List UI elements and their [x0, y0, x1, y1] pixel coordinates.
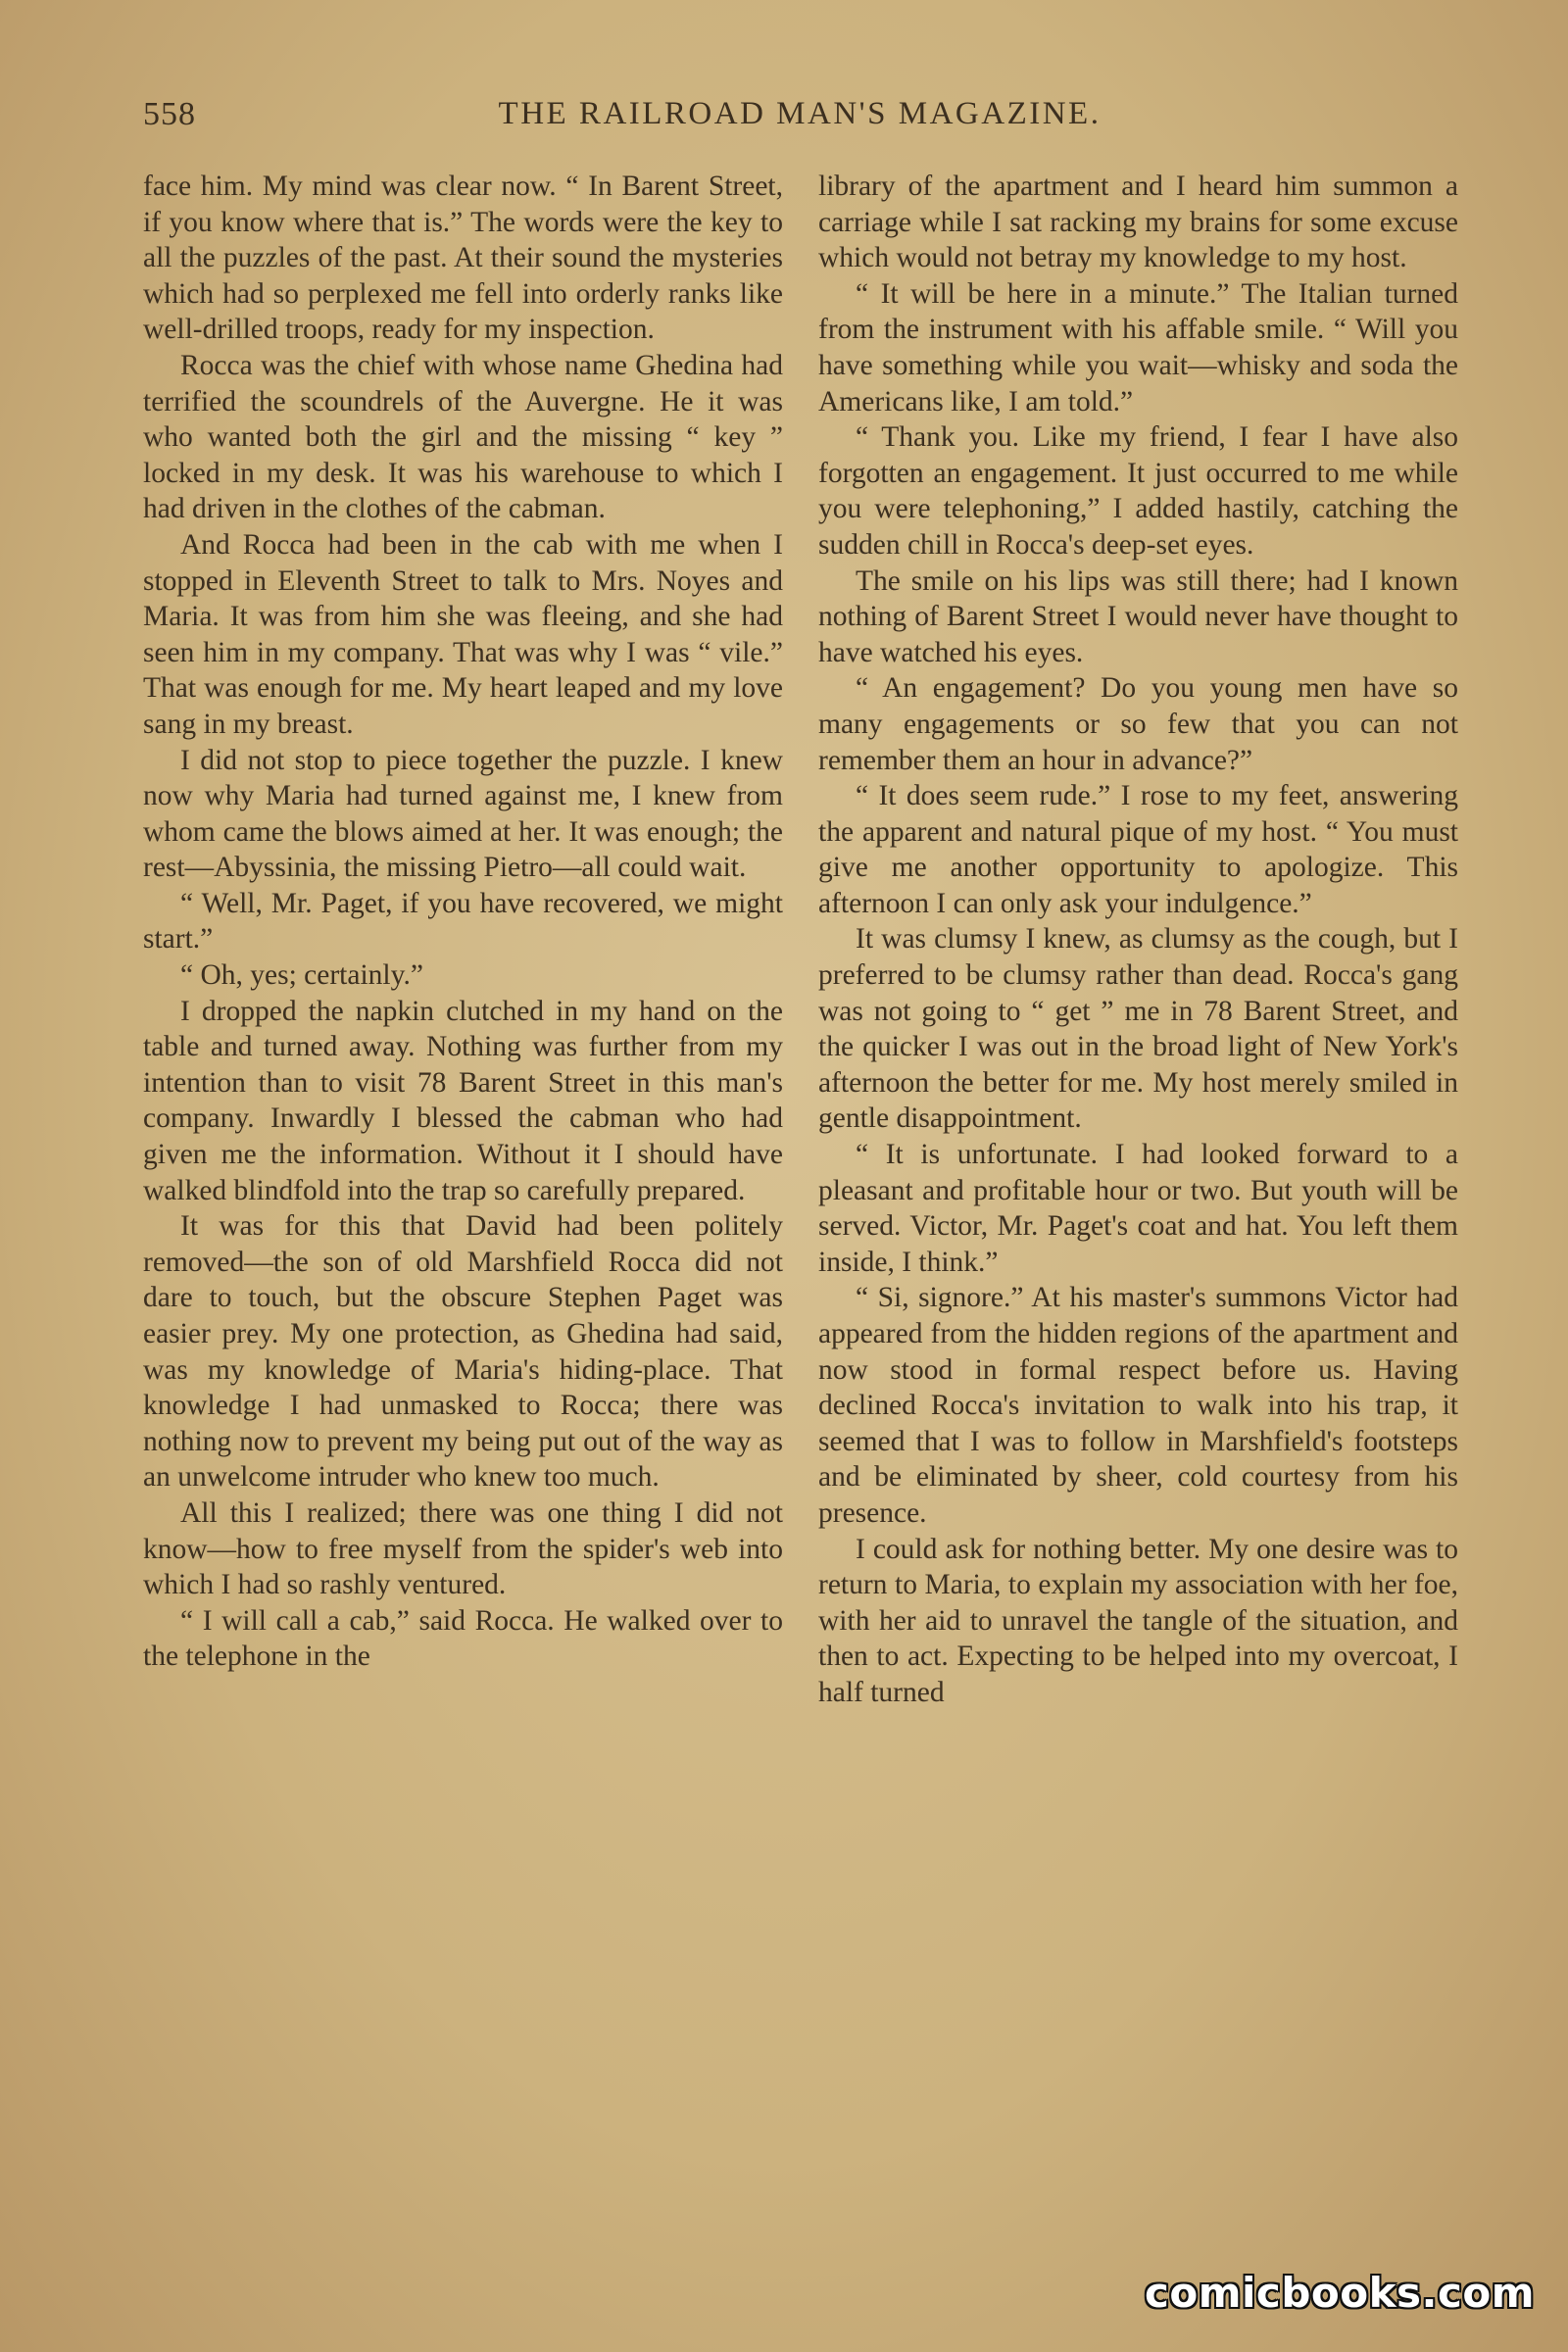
paragraph: The smile on his lips was still there; had I known nothing of Barent Street I would never have thought to have watched his eyes. [818, 564, 1458, 668]
paragraph: And Rocca had been in the cab with me when I stopped in Eleventh Street to talk to Mrs. Noyes and Maria. It was from him she was fleeing, and she had seen him in my company. That was why I was “ vile.” That was enough for me. My heart leaped and my love sang in my breast. [143, 528, 783, 740]
paragraph: “ Oh, yes; certainly.” [180, 959, 423, 992]
paragraph: I dropped the napkin clutched in my hand on the table and turned away. Nothing was further from my intention than to visit 78 Barent Street in this man's company. Inwardly I blessed the cabman who had given me the information. Without it I should have walked blindfold into the trap so carefully prepared. [143, 995, 783, 1206]
paragraph: “ It will be here in a minute.” The Italian turned from the instrument with his affable smile. “ Will you have something while you wait—whisky and soda the Americans like, I am told.” [818, 277, 1458, 417]
paragraph: “ I will call a cab,” said Rocca. He walked over to the telephone in the [143, 1604, 783, 1673]
paragraph: “ It does seem rude.” I rose to my feet, answering the apparent and natural pique of my host. “ You must give me another opportunity to apologize. This afternoon I can only ask your indulgence.” [818, 780, 1458, 919]
paragraph: It was clumsy I knew, as clumsy as the cough, but I preferred to be clumsy rather than dead. Rocca's gang was not going to “ get ” me in 78 Barent Street, and the quicker I was out in the broad light of New York's afternoon the better for me. My host merely smiled in gentle disappointment. [818, 923, 1458, 1135]
paragraph: “ Si, signore.” At his master's summons Victor had appeared from the hidden regions of the apartment and now stood in formal respect before us. Having declined Rocca's invitation to walk into his trap, it seemed that I was to follow in Marshfield's footsteps and be eliminated by sheer, cold courtesy from his presence. [818, 1282, 1458, 1529]
paragraph: All this I realized; there was one thing I did not know—how to free myself from the spider's web into which I had so rashly ventured. [143, 1496, 783, 1601]
paragraph: “ Well, Mr. Paget, if you have recovered, we might start.” [143, 887, 783, 956]
site-watermark: comicbooks.com [1145, 2269, 1535, 2317]
paragraph: library of the apartment and I heard him summon a carriage while I sat racking my brains for some excuse which would not betray my knowledge to my host. [818, 171, 1458, 274]
page-header [143, 96, 1456, 145]
paragraph: I did not stop to piece together the puzzle. I knew now why Maria had turned against me, I knew from whom came the blows aimed at her. It was enough; the rest—Abyssinia, the missing Pietro—all could wait. [143, 744, 783, 884]
right-column [818, 169, 1458, 2236]
paragraph: “ Thank you. Like my friend, I fear I have also forgotten an engagement. It just occurred to me while you were telephoning,” I added hastily, catching the sudden chill in Rocca's deep-set eyes. [818, 421, 1458, 561]
paragraph: “ An engagement? Do you young men have so many engagements or so few that you can not remember them an hour in advance?” [818, 672, 1458, 776]
page-number: 558 [143, 96, 196, 132]
paragraph: “ It is unfortunate. I had looked forward to a pleasant and profitable hour or two. But youth will be served. Victor, Mr. Paget's coat and hat. You left them inside, I think.” [818, 1139, 1458, 1278]
paragraph: Rocca was the chief with whose name Ghedina had terrified the scoundrels of the Auvergne. He it was who wanted both the girl and the missing “ key ” locked in my desk. It was his warehouse to which I had driven in the clothes of the cabman. [143, 349, 783, 525]
paragraph: face him. My mind was clear now. “ In Barent Street, if you know where that is.” The words were the key to all the puzzles of the past. At their sound the mysteries which had so perplexed me fell into orderly ranks like well-drilled troops, ready for my inspection. [143, 171, 783, 346]
left-column [143, 169, 783, 2236]
paragraph: It was for this that David had been politely removed—the son of old Marshfield Rocca did not dare to touch, but the obscure Stephen Paget was easier prey. My one protection, as Ghedina had said, was my knowledge of Maria's hiding-place. That knowledge I had unmasked to Rocca; there was nothing now to prevent my being put out of the way as an unwelcome intruder who knew too much. [143, 1210, 783, 1494]
paragraph: I could ask for nothing better. My one desire was to return to Maria, to explain my association with her foe, with her aid to unravel the tangle of the situation, and then to act. Expecting to be helped into my overcoat, I half turned [818, 1533, 1458, 1708]
running-title: THE RAILROAD MAN'S MAGAZINE. [498, 96, 1102, 131]
